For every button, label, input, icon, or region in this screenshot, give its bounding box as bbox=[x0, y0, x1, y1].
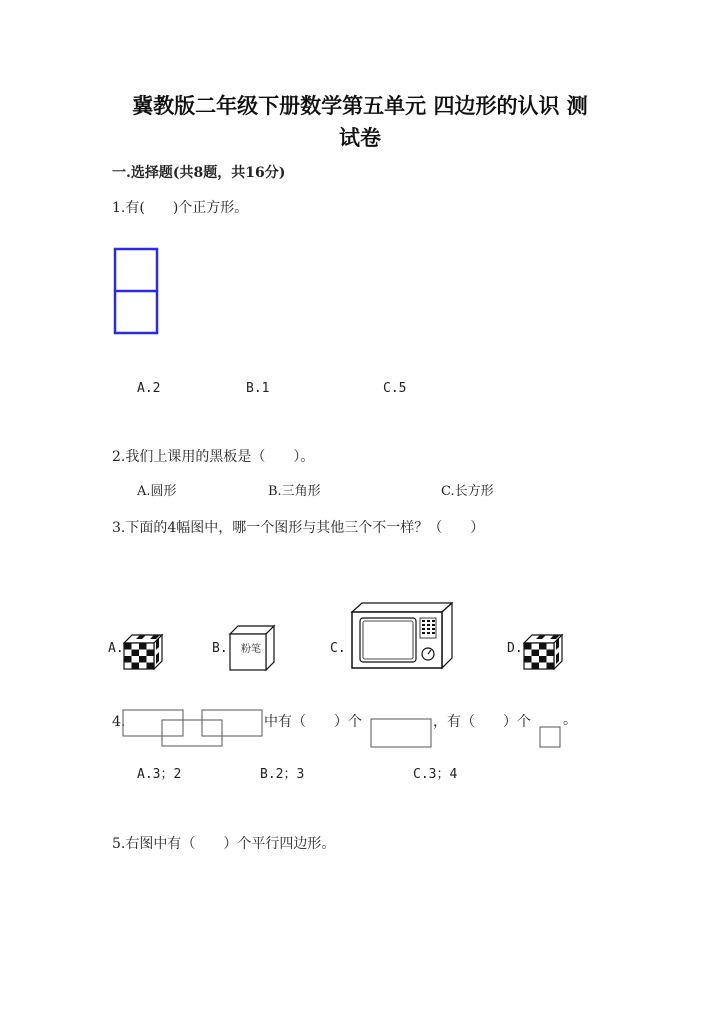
question-3-text: 3.下面的4幅图中，哪一个图形与其他三个不一样？（ ） bbox=[112, 520, 485, 536]
question-3-checkered-cube-d[interactable] bbox=[522, 633, 564, 671]
question-2-option-c[interactable]: C.长方形 bbox=[441, 484, 494, 499]
question-3-microwave-c[interactable] bbox=[348, 600, 456, 672]
title-line-2: 试卷 bbox=[339, 125, 381, 150]
question-4-mid-text-2: ，有（ ）个 bbox=[433, 714, 531, 730]
question-4-rectangle-icon bbox=[370, 718, 432, 748]
question-1-option-b[interactable]: B.1 bbox=[246, 381, 270, 396]
question-1-figure bbox=[112, 246, 162, 336]
question-5-text: 5.右图中有（ ）个平行四边形。 bbox=[112, 836, 336, 852]
question-4-number: 4. bbox=[112, 714, 126, 730]
question-4-option-a[interactable]: A.3；2 bbox=[137, 767, 182, 782]
chalk-box-label: 粉笔 bbox=[241, 644, 261, 655]
question-4-square-icon bbox=[539, 726, 561, 748]
question-3-option-a-label[interactable]: A. bbox=[108, 641, 124, 656]
question-1-text: 1.有( )个正方形。 bbox=[112, 200, 249, 216]
question-2-option-b[interactable]: B.三角形 bbox=[268, 484, 321, 499]
question-4-option-c[interactable]: C.3；4 bbox=[413, 767, 458, 782]
title-line-1: 冀教版二年级下册数学第五单元 四边形的认识 测 bbox=[132, 93, 588, 118]
question-4-overlapping-rectangles bbox=[122, 708, 264, 748]
question-1-option-c[interactable]: C.5 bbox=[383, 381, 407, 396]
question-2-text: 2.我们上课用的黑板是（ ）。 bbox=[112, 449, 315, 465]
question-4-mid-text-1: 中有（ ）个 bbox=[264, 714, 362, 730]
question-4-end-text: 。 bbox=[563, 712, 577, 728]
question-3-checkered-cube-a[interactable] bbox=[122, 633, 164, 671]
question-4-option-b[interactable]: B.2；3 bbox=[260, 767, 305, 782]
question-3-option-c-label[interactable]: C. bbox=[330, 641, 346, 656]
section-heading: 一.选择题(共8题，共16分) bbox=[112, 165, 286, 181]
question-1-option-a[interactable]: A.2 bbox=[137, 381, 161, 396]
question-2-option-a[interactable]: A.圆形 bbox=[137, 484, 177, 499]
page-title bbox=[100, 90, 620, 154]
question-3-option-b-label[interactable]: B. bbox=[212, 641, 228, 656]
question-3-option-d-label[interactable]: D. bbox=[507, 641, 523, 656]
